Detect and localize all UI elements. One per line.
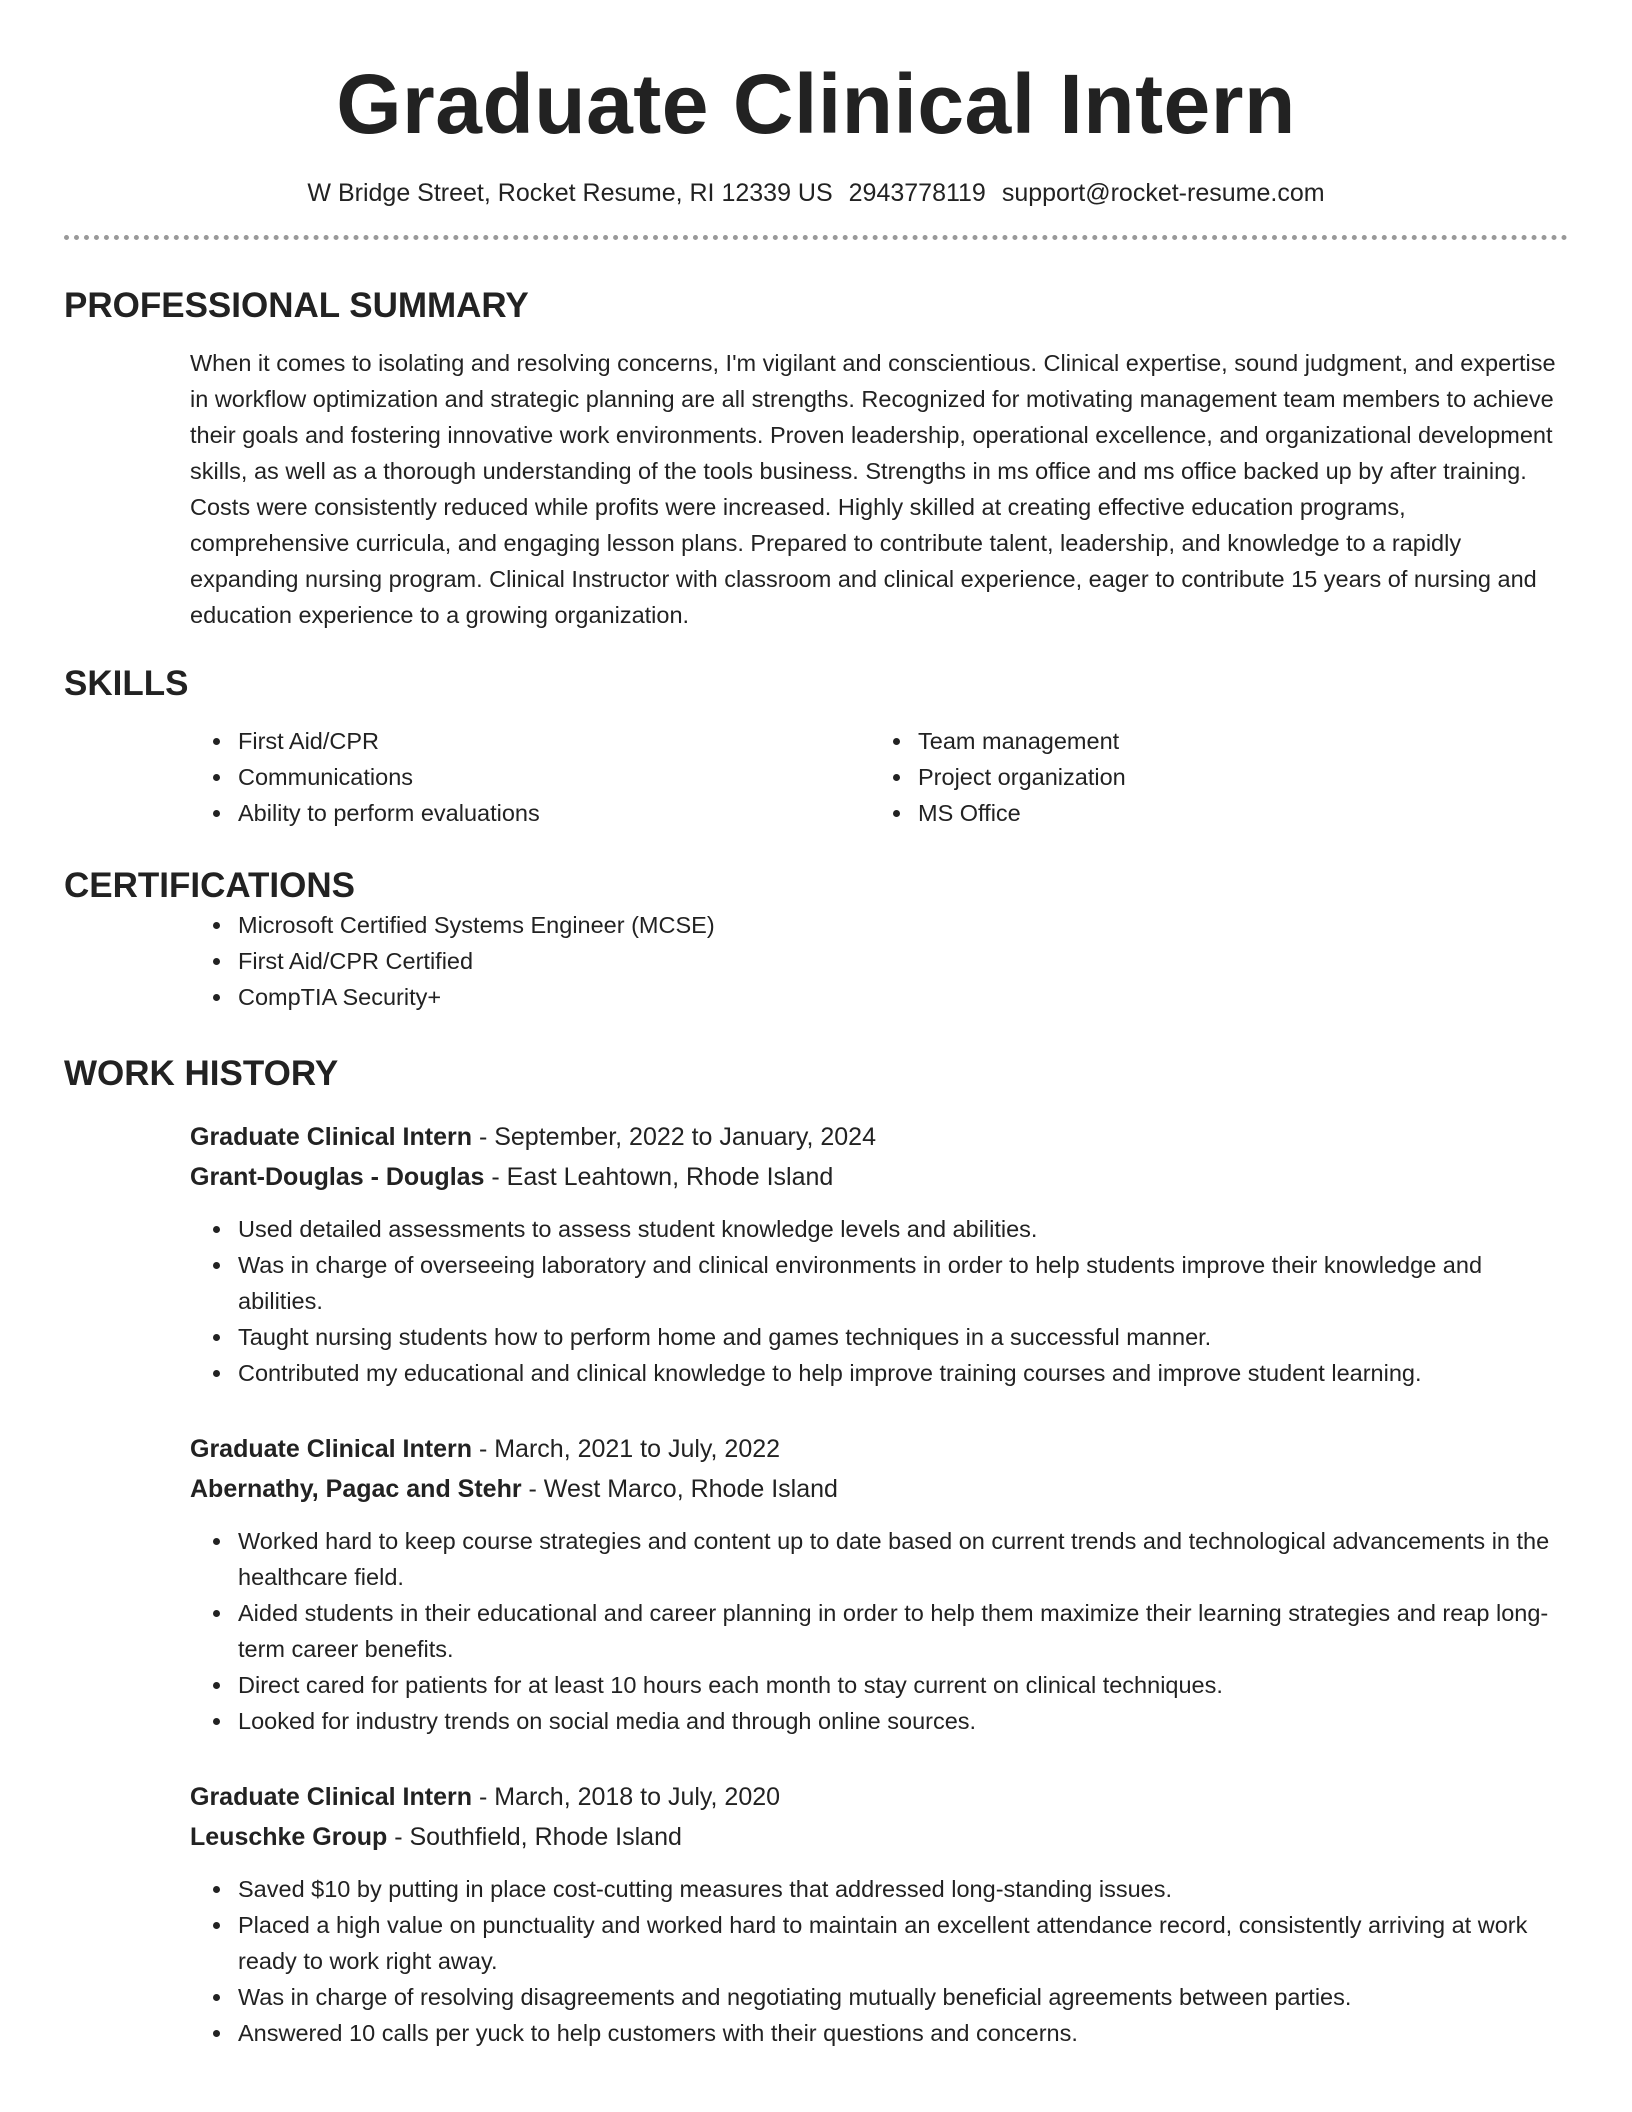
job-role: Graduate Clinical Intern <box>190 1783 473 1812</box>
job-duty: • Was in charge of overseeing laboratory and clinical environments in order to help students improve their knowledge and abilities. <box>234 1247 1568 1319</box>
contact-phone: 2943778119 <box>848 178 986 207</box>
job-duty: • Was in charge of resolving disagreements and negotiating mutually beneficial agreements between parties. <box>234 1979 1568 2015</box>
skills-list-right <box>914 723 1424 831</box>
job-title-line <box>190 1429 1568 1469</box>
certifications-heading: CERTIFICATIONS <box>64 866 356 906</box>
job-duty: • Saved $10 by putting in place cost-cutting measures that addressed long-standing issues. <box>234 1871 1568 1907</box>
job-company-line <box>190 1817 1568 1857</box>
job-duty: • Aided students in their educational and career planning in order to help them maximize their learning strategies and reap long-term career benefits. <box>234 1595 1568 1667</box>
job-title-line <box>190 1777 1568 1817</box>
job-entry <box>190 1777 1568 2051</box>
job-role: Graduate Clinical Intern <box>190 1435 473 1464</box>
certification-item: • First Aid/CPR Certified <box>234 943 1568 979</box>
job-company: Grant-Douglas - Douglas <box>190 1163 485 1192</box>
skill-item: • First Aid/CPR <box>234 723 744 759</box>
skill-item: • MS Office <box>914 795 1424 831</box>
job-location: - West Marco, Rhode Island <box>521 1475 838 1504</box>
contact-email[interactable]: support@rocket-resume.com <box>1001 178 1325 207</box>
job-duty: • Placed a high value on punctuality and worked hard to maintain an excellent attendance record, consistently arriving at work ready to work right away. <box>234 1907 1568 1979</box>
skills-columns <box>64 723 1568 831</box>
contact-address: W Bridge Street, Rocket Resume, RI 12339 US <box>307 178 833 207</box>
summary-heading: PROFESSIONAL SUMMARY <box>64 286 529 326</box>
job-dates: - March, 2018 to July, 2020 <box>472 1783 781 1812</box>
job-duty: • Taught nursing students how to perform home and games techniques in a successful manner. <box>234 1319 1568 1355</box>
job-duty: • Answered 10 calls per yuck to help customers with their questions and concerns. <box>234 2015 1568 2051</box>
job-duty: • Worked hard to keep course strategies and content up to date based on current trends and technological advancements in the healthcare field. <box>234 1523 1568 1595</box>
skill-item: • Project organization <box>914 759 1424 795</box>
job-dates: - March, 2021 to July, 2022 <box>472 1435 781 1464</box>
job-duties-list <box>190 1871 1568 2051</box>
job-location: - Southfield, Rhode Island <box>387 1823 682 1852</box>
work-history-heading: WORK HISTORY <box>64 1054 339 1094</box>
job-duty: • Looked for industry trends on social media and through online sources. <box>234 1703 1568 1739</box>
job-company: Abernathy, Pagac and Stehr <box>190 1475 522 1504</box>
certifications-list <box>64 907 1568 1015</box>
certification-item: • CompTIA Security+ <box>234 979 1568 1015</box>
job-title-line <box>190 1117 1568 1157</box>
job-duty: • Contributed my educational and clinical knowledge to help improve training courses and improve student learning. <box>234 1355 1568 1391</box>
skill-item: • Team management <box>914 723 1424 759</box>
skills-heading: SKILLS <box>64 664 189 704</box>
job-location: - East Leahtown, Rhode Island <box>484 1163 834 1192</box>
resume-name: Graduate Clinical Intern <box>336 57 1296 151</box>
job-entry <box>190 1429 1568 1739</box>
summary-text: When it comes to isolating and resolving concerns, I'm vigilant and conscientious. Clinical expertise, sound judgment, and expertise in workflow optimization and strategic planning are all strengths. Recognized for motivating management team members to achieve their goals and fostering innovative work environments. Proven leadership, operational excellence, and organizational development skills, as well as a thorough understanding of the tools business. Strengths in ms office and ms office backed up by after training. Costs were consistently reduced while profits were increased. Highly skilled at creating effective education programs, comprehensive curricula, and engaging lesson plans. Prepared to contribute talent, leadership, and knowledge to a rapidly expanding nursing program. Clinical Instructor with classroom and clinical experience, eager to contribute 15 years of nursing and education experience to a growing organization. <box>190 350 1556 629</box>
job-duties-list <box>190 1211 1568 1391</box>
job-entry <box>190 1117 1568 1391</box>
job-duty: • Direct cared for patients for at least 10 hours each month to stay current on clinical techniques. <box>234 1667 1568 1703</box>
header-divider <box>64 235 1568 240</box>
skills-list-left <box>64 723 744 831</box>
skill-item: • Communications <box>234 759 744 795</box>
job-role: Graduate Clinical Intern <box>190 1123 473 1152</box>
job-company-line <box>190 1157 1568 1197</box>
job-duty: • Used detailed assessments to assess student knowledge levels and abilities. <box>234 1211 1568 1247</box>
resume-page <box>64 0 1568 2051</box>
job-duties-list <box>190 1523 1568 1739</box>
job-company-line <box>190 1469 1568 1509</box>
job-dates: - September, 2022 to January, 2024 <box>472 1123 876 1152</box>
job-company: Leuschke Group <box>190 1823 388 1852</box>
skill-item: • Ability to perform evaluations <box>234 795 744 831</box>
contact-line <box>64 177 1568 210</box>
certification-item: • Microsoft Certified Systems Engineer (MCSE) <box>234 907 1568 943</box>
